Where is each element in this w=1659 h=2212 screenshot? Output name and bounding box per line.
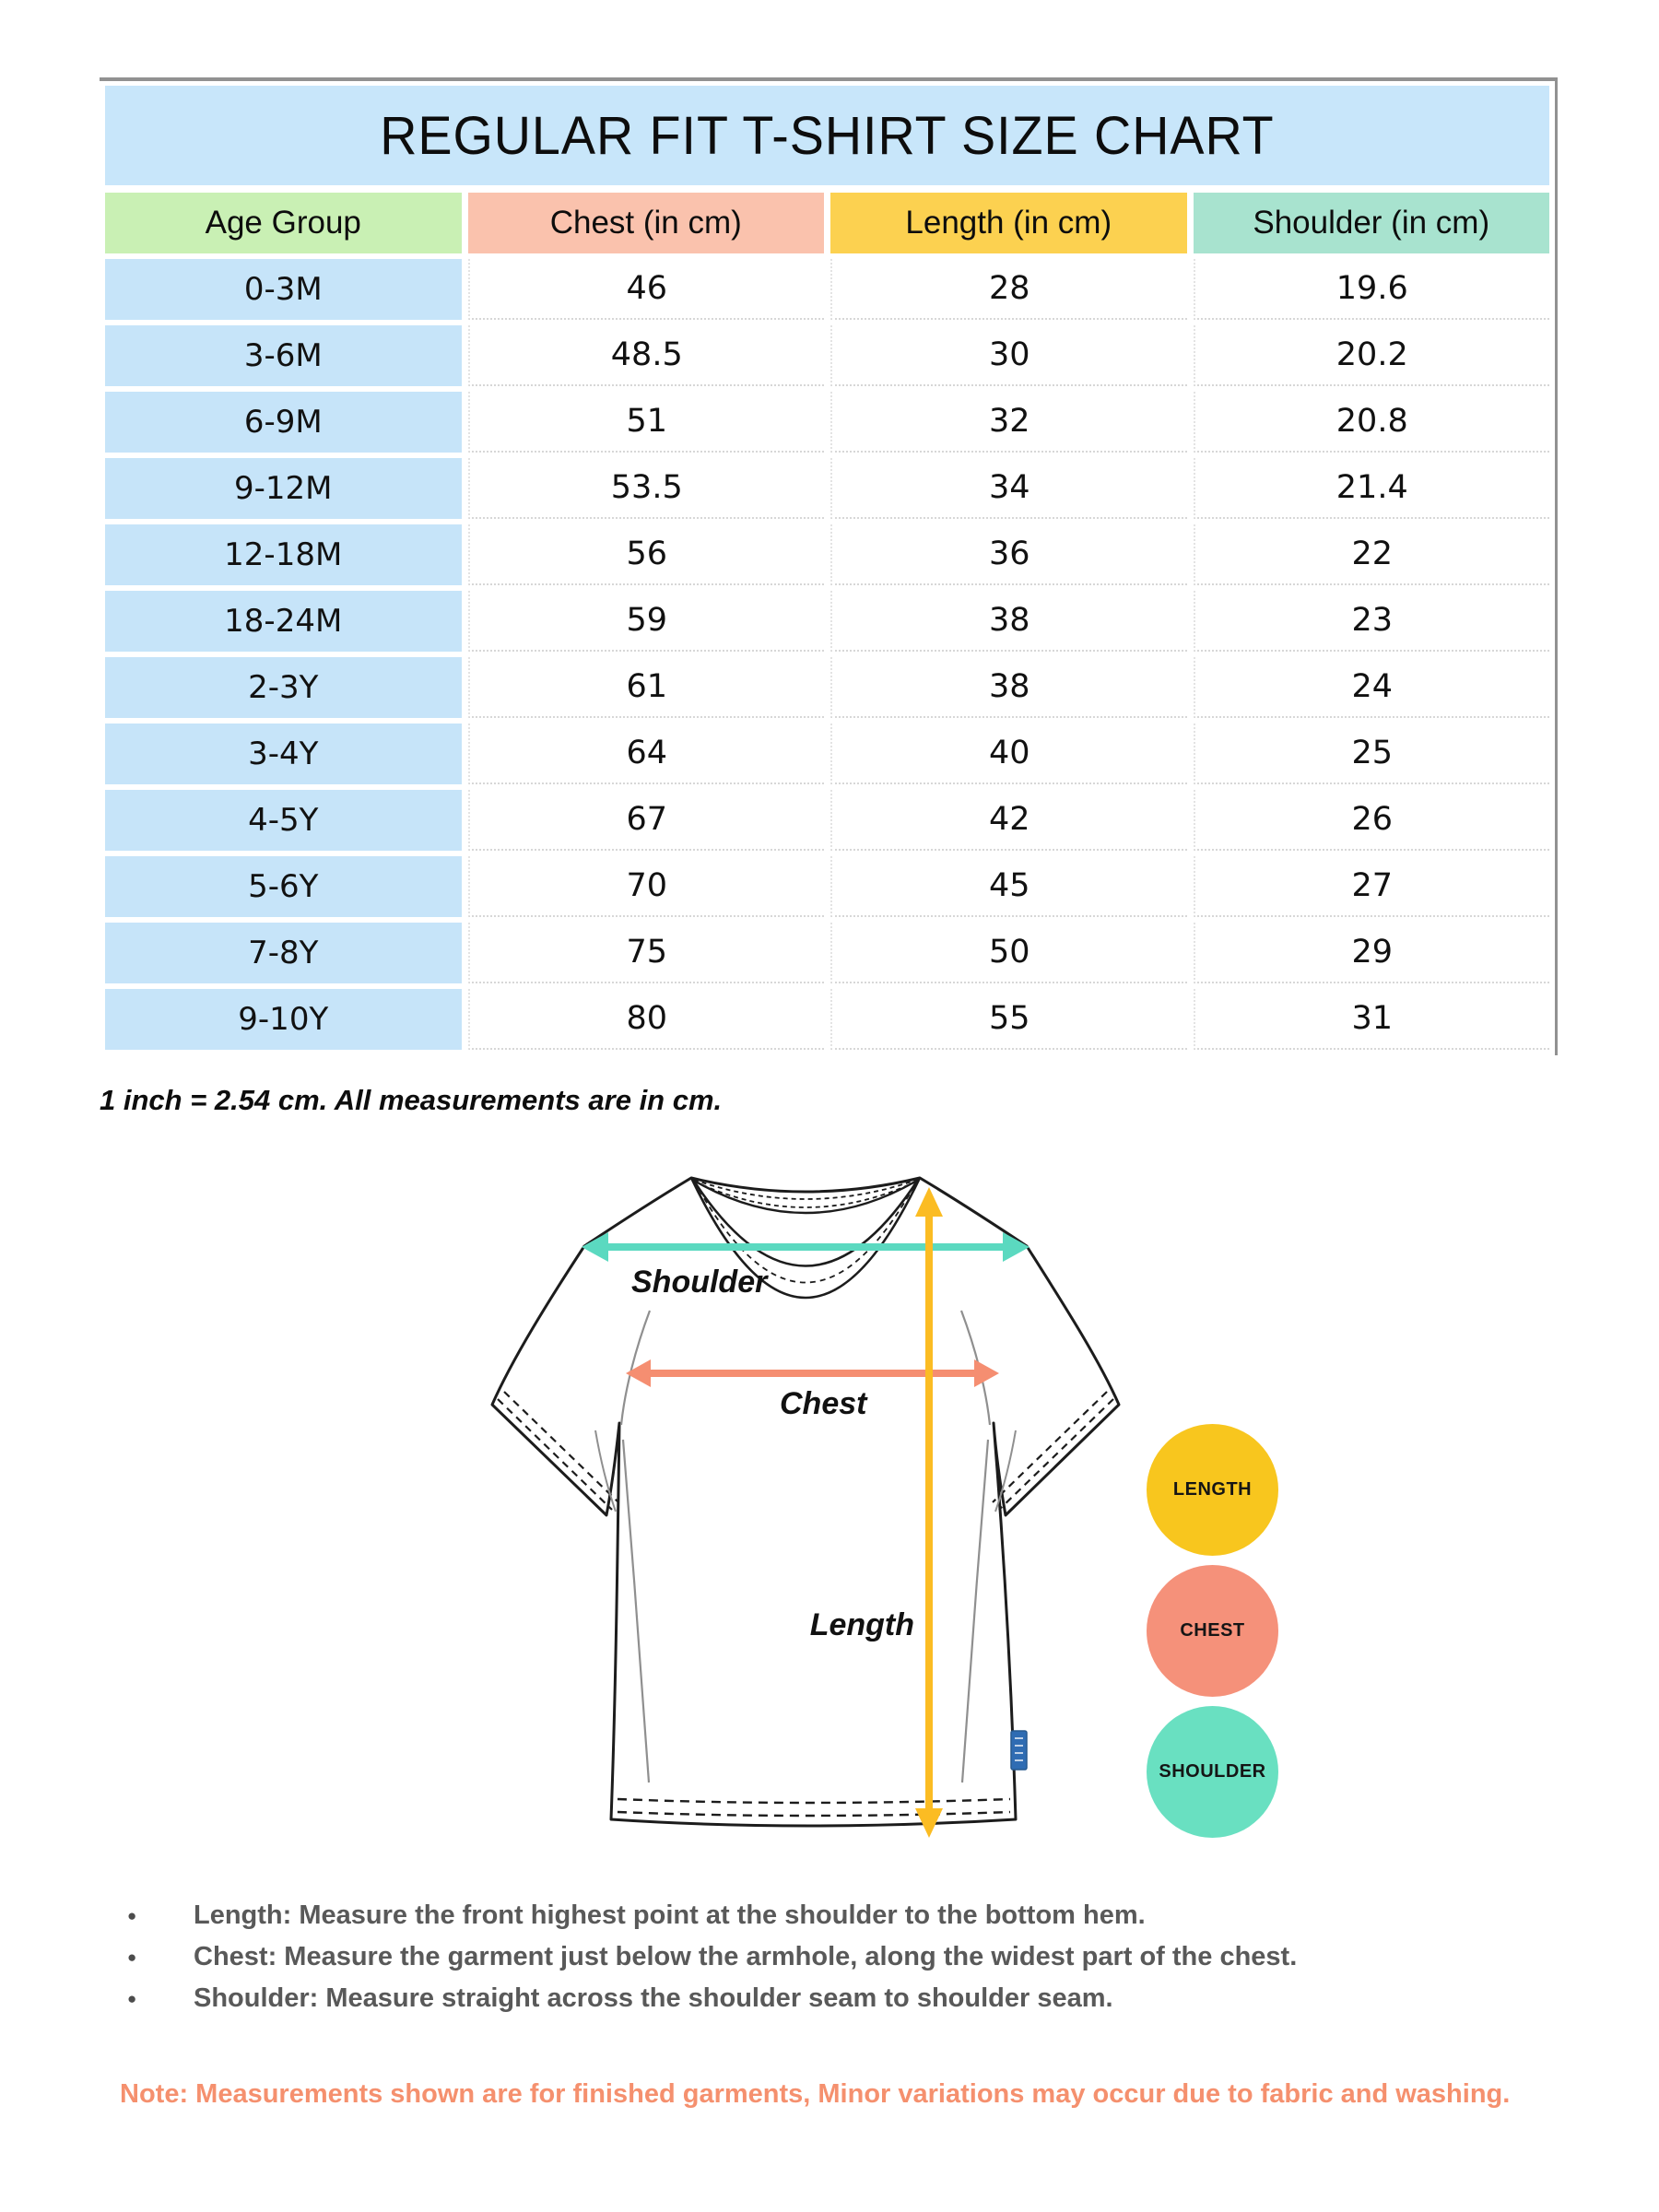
length-cell: 45 xyxy=(830,856,1187,917)
shoulder-cell: 20.8 xyxy=(1194,392,1550,453)
legend-length-badge: LENGTH xyxy=(1147,1424,1278,1556)
footer-note: Note: Measurements shown are for finished garments, Minor variations may occur due to fabric and washing. xyxy=(120,2079,1511,2109)
header-length: Length (in cm) xyxy=(830,193,1187,253)
age-cell: 5-6Y xyxy=(105,856,462,917)
age-cell: 2-3Y xyxy=(105,657,462,718)
length-cell: 32 xyxy=(830,392,1187,453)
shoulder-label: Shoulder xyxy=(631,1265,768,1300)
age-cell: 3-6M xyxy=(105,325,462,386)
shoulder-cell: 19.6 xyxy=(1194,259,1550,320)
header-age-group: Age Group xyxy=(105,193,462,253)
size-chart-table xyxy=(100,77,1558,1055)
chest-cell: 46 xyxy=(468,259,825,320)
length-label: Length xyxy=(809,1607,914,1642)
shoulder-cell: 22 xyxy=(1194,524,1550,585)
length-cell: 55 xyxy=(830,989,1187,1050)
bullet-icon: ● xyxy=(127,1948,137,1966)
age-cell: 0-3M xyxy=(105,259,462,320)
bullet-icon: ● xyxy=(127,1990,137,2007)
chest-cell: 51 xyxy=(468,392,825,453)
chest-cell: 70 xyxy=(468,856,825,917)
instructions-list xyxy=(120,1895,1567,2019)
length-cell: 34 xyxy=(830,458,1187,519)
chest-cell: 59 xyxy=(468,591,825,652)
tshirt-measurement-diagram xyxy=(461,1163,1161,1882)
length-cell: 38 xyxy=(830,591,1187,652)
legend-shoulder-badge: SHOULDER xyxy=(1147,1706,1278,1838)
age-cell: 7-8Y xyxy=(105,923,462,983)
chest-cell: 56 xyxy=(468,524,825,585)
instruction-text: Shoulder: Measure straight across the shoulder seam to shoulder seam. xyxy=(194,1983,1113,2013)
age-cell: 9-12M xyxy=(105,458,462,519)
instruction-text: Chest: Measure the garment just below the armhole, along the widest part of the chest. xyxy=(194,1942,1298,1971)
length-cell: 40 xyxy=(830,724,1187,784)
measurement-legend xyxy=(1147,1424,1278,1847)
shoulder-cell: 26 xyxy=(1194,790,1550,851)
shoulder-cell: 20.2 xyxy=(1194,325,1550,386)
age-cell: 3-4Y xyxy=(105,724,462,784)
header-shoulder: Shoulder (in cm) xyxy=(1194,193,1550,253)
length-cell: 36 xyxy=(830,524,1187,585)
chest-cell: 75 xyxy=(468,923,825,983)
legend-chest-badge: CHEST xyxy=(1147,1565,1278,1697)
instruction-text: Length: Measure the front highest point at the shoulder to the bottom hem. xyxy=(194,1900,1146,1930)
chest-cell: 80 xyxy=(468,989,825,1050)
shoulder-cell: 24 xyxy=(1194,657,1550,718)
length-cell: 38 xyxy=(830,657,1187,718)
brand-tag xyxy=(1011,1731,1027,1770)
age-cell: 12-18M xyxy=(105,524,462,585)
age-cell: 6-9M xyxy=(105,392,462,453)
table-title-bar xyxy=(105,86,1549,185)
shoulder-cell: 31 xyxy=(1194,989,1550,1050)
age-cell: 18-24M xyxy=(105,591,462,652)
age-cell: 9-10Y xyxy=(105,989,462,1050)
tshirt-outline xyxy=(492,1178,1119,1826)
shoulder-cell: 27 xyxy=(1194,856,1550,917)
chest-label: Chest xyxy=(780,1386,867,1421)
table-title: REGULAR FIT T-SHIRT SIZE CHART xyxy=(380,105,1275,166)
instruction-item xyxy=(120,1936,1567,1978)
header-chest: Chest (in cm) xyxy=(468,193,825,253)
shoulder-cell: 29 xyxy=(1194,923,1550,983)
chest-cell: 64 xyxy=(468,724,825,784)
shoulder-cell: 23 xyxy=(1194,591,1550,652)
age-cell: 4-5Y xyxy=(105,790,462,851)
instruction-item xyxy=(120,1895,1567,1936)
bullet-icon: ● xyxy=(127,1907,137,1924)
shoulder-cell: 25 xyxy=(1194,724,1550,784)
length-cell: 42 xyxy=(830,790,1187,851)
chest-cell: 48.5 xyxy=(468,325,825,386)
instruction-item xyxy=(120,1978,1567,2019)
chest-cell: 67 xyxy=(468,790,825,851)
length-cell: 30 xyxy=(830,325,1187,386)
length-cell: 50 xyxy=(830,923,1187,983)
size-table-grid xyxy=(105,193,1549,1050)
chest-cell: 61 xyxy=(468,657,825,718)
chest-cell: 53.5 xyxy=(468,458,825,519)
shoulder-cell: 21.4 xyxy=(1194,458,1550,519)
length-cell: 28 xyxy=(830,259,1187,320)
unit-conversion-note: 1 inch = 2.54 cm. All measurements are in cm. xyxy=(100,1084,723,1116)
